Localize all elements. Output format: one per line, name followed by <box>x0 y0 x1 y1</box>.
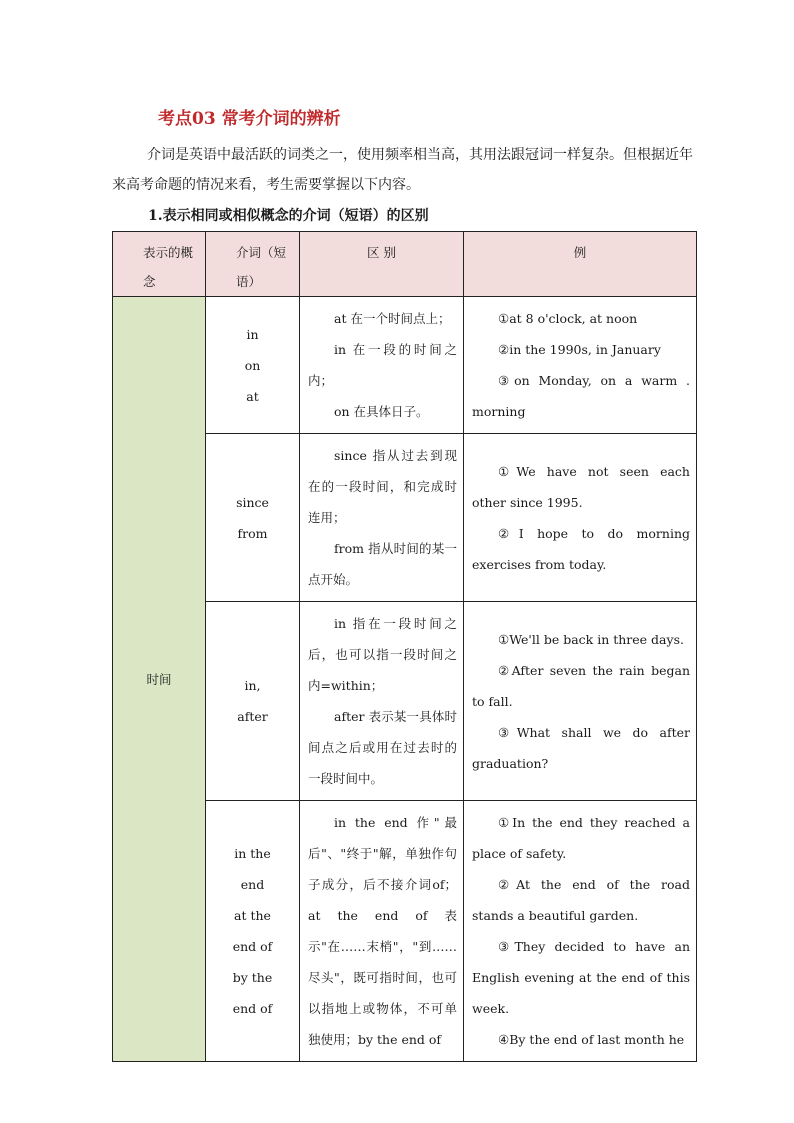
example-cell: ①at 8 o'clock, at noon ②in the 1990s, in January ③on Monday, on a warm . morning <box>464 297 697 434</box>
preposition-cell: in, after <box>206 602 300 801</box>
header-preposition: 介词（短语） <box>206 232 300 297</box>
example-cell: ①We'll be back in three days. ②After seven the rain began to fall. ③What shall we do after graduation? <box>464 602 697 801</box>
difference-cell: since 指从过去到现在的一段时间，和完成时连用； from 指从时间的某一点开始。 <box>300 434 464 602</box>
preposition-cell: in the end at the end of by the end of <box>206 801 300 1062</box>
preposition-table <box>112 231 697 1062</box>
header-example: 例 <box>464 232 697 297</box>
difference-cell: at 在一个时间点上； in 在一段的时间之内； on 在具体日子。 <box>300 297 464 434</box>
header-concept: 表示的概念 <box>113 232 206 297</box>
example-cell: ①We have not seen each other since 1995. ②I hope to do morning exercises from today. <box>464 434 697 602</box>
table-header-row <box>113 232 697 297</box>
preposition-cell: in on at <box>206 297 300 434</box>
header-difference: 区 别 <box>300 232 464 297</box>
difference-cell: in 指在一段时间之后，也可以指一段时间之内=within； after 表示某一具体时间点之后或用在过去时的一段时间中。 <box>300 602 464 801</box>
section-title: 考点03 常考介词的辨析 <box>158 109 341 129</box>
concept-cell: 时间 <box>113 297 206 1062</box>
table-row <box>113 297 697 434</box>
difference-cell: in the end 作"最后"、"终于"解，单独作句子成分，后不接介词of；at the end of 表示"在……末梢"，"到……尽头"，既可指时间，也可以指地上或物体，不可单独使用；by the end of <box>300 801 464 1062</box>
example-cell: ①In the end they reached a place of safety. ②At the end of the road stands a beautiful garden. ③They decided to have an English evening at the end of this week. ④By the end of last month he <box>464 801 697 1062</box>
preposition-cell: since from <box>206 434 300 602</box>
subheading: 1.表示相同或相似概念的介词（短语）的区别 <box>148 208 429 224</box>
intro-paragraph: 介词是英语中最活跃的词类之一，使用频率相当高，其用法跟冠词一样复杂。但根据近年来高考命题的情况来看，考生需要掌握以下内容。 <box>112 147 693 193</box>
